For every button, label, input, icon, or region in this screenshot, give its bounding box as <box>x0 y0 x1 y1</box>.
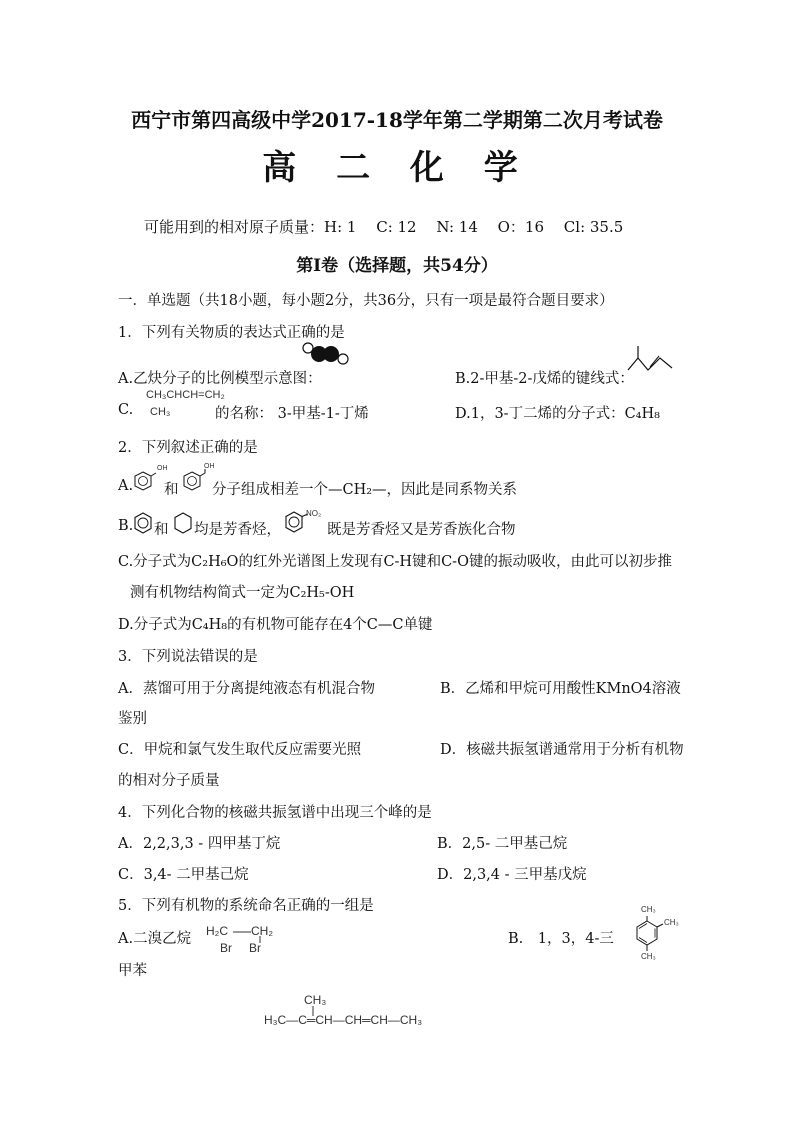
q1-option-c-prefix: C. <box>118 402 134 418</box>
q5-a-br-label-2: Br <box>249 941 261 955</box>
q5-a-h2c-label: H₂C <box>206 924 228 938</box>
part-heading: 一．单选题（共18小题，每小题2分，共36分，只有一项是最符合题目要求） <box>118 293 614 309</box>
q2-option-a-and: 和 <box>164 482 179 498</box>
q2-option-c-line2: 测有机物结构简式一定为C₂H₅-OH <box>130 585 355 601</box>
q4-option-d: D．2,3,4 - 三甲基戊烷 <box>437 867 587 883</box>
q1-option-d: D.1，3-丁二烯的分子式：C₄H₈ <box>455 406 660 422</box>
acetylene-model-image <box>300 342 352 366</box>
q5-option-b-cont: 甲苯 <box>118 963 147 979</box>
section-heading: 第Ⅰ卷（选择题，共54分） <box>296 256 498 276</box>
q2-a-oh-label-1: OH <box>157 465 168 472</box>
q1-c-formula-bottom: CH₃ <box>150 406 171 418</box>
q2-a-oh-label-2: OH <box>204 463 215 470</box>
q5-a-ch2-label: CH₂ <box>251 924 273 938</box>
q2-stem: 2．下列叙述正确的是 <box>118 440 258 456</box>
q3-stem: 3．下列说法错误的是 <box>118 649 258 665</box>
q3-option-d: D．核磁共振氢谱通常用于分析有机物 <box>440 742 684 758</box>
atomic-masses: 可能用到的相对原子质量：H: 1 C: 12 N: 14 O：16 Cl: 35.5 <box>144 218 624 236</box>
q2-option-c-line1: C.分子式为C₂H₆O的红外光谱图上发现有C-H键和C-O键的振动吸收，由此可以初步推 <box>118 554 672 570</box>
q5-stem: 5．下列有机物的系统命名正确的一组是 <box>118 898 374 914</box>
subject-title: 高 二 化 学 <box>262 148 532 188</box>
q3-option-c: C．甲烷和氯气发生取代反应需要光照 <box>118 742 362 758</box>
q3-option-d-cont: 的相对分子质量 <box>118 773 220 789</box>
q5-b-ch3-label-1: CH₃ <box>641 905 656 914</box>
q4-option-c: C．3,4- 二甲基己烷 <box>118 867 249 883</box>
q2-option-b-and: 和 <box>154 522 169 538</box>
q4-option-b: B．2,5- 二甲基己烷 <box>437 836 568 852</box>
q5-option-b: B. 1，3，4-三 <box>508 931 614 947</box>
q2-option-b-mid: 均是芳香烃， <box>194 522 281 538</box>
q1-option-b: B.2-甲基-2-戊烯的键线式： <box>455 371 634 387</box>
q1-option-c-name: 的名称： 3-甲基-1-丁烯 <box>215 406 369 422</box>
phenol-structure-image <box>131 468 165 496</box>
q4-option-a: A．2,2,3,3 - 四甲基丁烷 <box>118 836 281 852</box>
q5-option-a: A.二溴乙烷 <box>118 931 192 947</box>
q3-option-b: B．乙烯和甲烷可用酸性KMnO4溶液 <box>440 681 681 697</box>
benzyl-alcohol-structure-image <box>180 466 214 494</box>
q5-c-methyl-label: CH₃ <box>304 993 327 1007</box>
q5-b-ch3-label-2: CH₃ <box>664 918 679 927</box>
trimethylbenzene-structure-image <box>630 915 670 955</box>
q5-c-chain-formula: H₃C—C═CH—CH═CH—CH₃ <box>264 1013 423 1027</box>
q1-c-formula-top: CH₃CHCH=CH₂ <box>146 389 225 401</box>
skeletal-formula-image <box>626 344 676 376</box>
q1-stem: 1．下列有关物质的表达式正确的是 <box>118 325 345 341</box>
q2-option-a-prefix: A. <box>118 478 134 494</box>
cyclohexane-structure-image <box>171 511 195 535</box>
q3-option-b-cont: 鉴别 <box>118 711 147 727</box>
q2-option-a-text: 分子组成相差一个—CH₂—，因此是同系物关系 <box>212 482 518 498</box>
q2-option-b-text: 既是芳香烃又是芳香族化合物 <box>327 522 516 538</box>
q5-b-ch3-label-3: CH₃ <box>641 952 656 961</box>
q2-b-no2-label: NO₂ <box>306 509 322 518</box>
q1-option-a: A.乙炔分子的比例模型示意图： <box>118 371 322 387</box>
exam-title: 西宁市第四高级中学2017-18学年第二学期第二次月考试卷 <box>131 108 663 132</box>
q4-stem: 4．下列化合物的核磁共振氢谱中出现三个峰的是 <box>118 805 432 821</box>
q3-option-a: A．蒸馏可用于分离提纯液态有机混合物 <box>118 681 375 697</box>
q2-option-b-prefix: B. <box>118 518 134 534</box>
q5-a-br-label-1: Br <box>220 941 232 955</box>
benzene-structure-image <box>131 511 155 535</box>
q2-option-d: D.分子式为C₄H₈的有机物可能存在4个C—C单键 <box>118 617 433 633</box>
